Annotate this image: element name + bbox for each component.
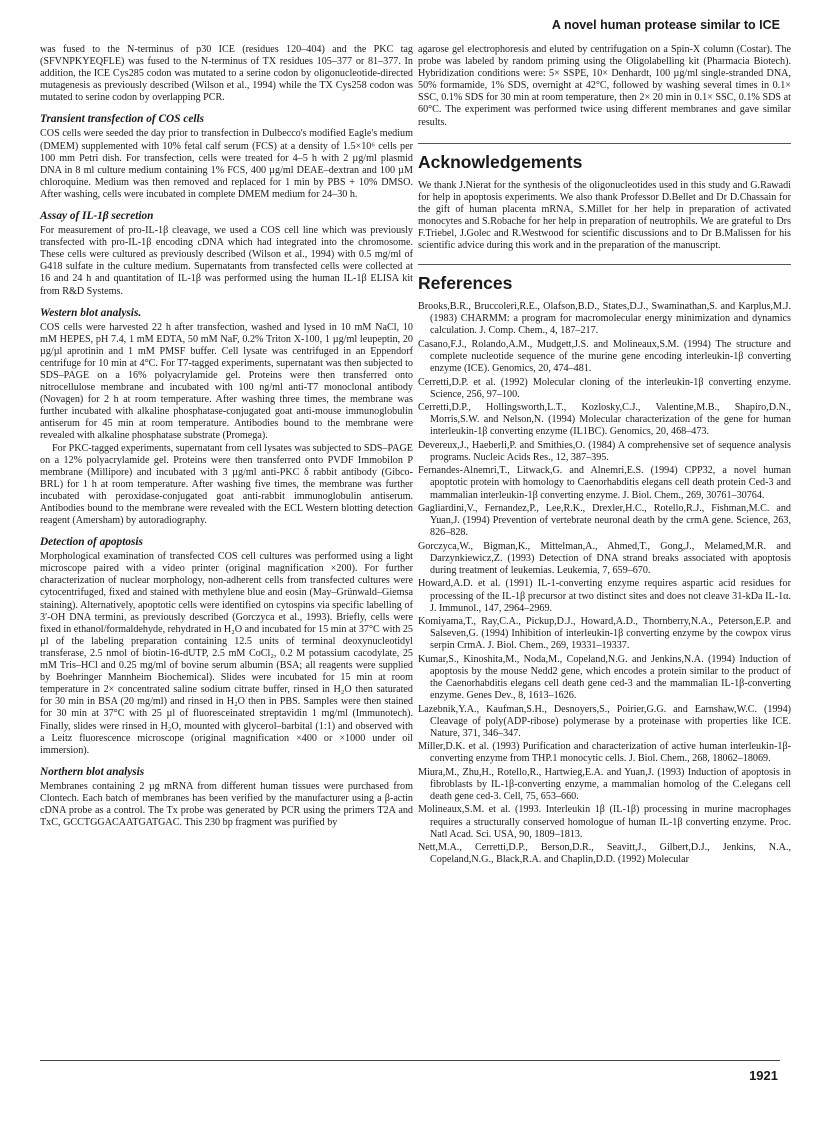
reference-entry: Brooks,B.R., Bruccoleri,R.E., Olafson,B.D., States,D.J., Swaminathan,S. and Karplus,M.J. (1983) CHARMM: a program for macromolecular energy minimization and dynamics calculation. J. Comp. Chem., 4, 187–217. — [418, 301, 791, 337]
section-heading-assay: Assay of IL-1β secretion — [40, 210, 154, 223]
reference-entry: Molineaux,S.M. et al. (1993. Interleukin 1β (IL-1β) processing in murine macrophages requires a structurally conserved homologue of human IL-1β converting enzyme. Proc. Natl Acad. Sci. USA, 90, 1809–1813. — [418, 804, 791, 840]
western-paragraph-1: COS cells were harvested 22 h after transfection, washed and lysed in 10 mM NaCl, 10 mM HEPES, pH 7.4, 1 mM EDTA, 50 mM NaF, 0.2% Triton X-100, 1 µg/ml leupeptin, 20 µg/µl aprotinin and 1 mM PMSF buffer. Cell lysate was centrifuged in an Eppendorf centrifuge for 10 min at 4°C. For T7-tagged experiments, supernatant was then subjected to SDS–PAGE on a 16% polyacrylamide gel. Proteins were then transferred onto nitrocellulose membrane and incubated with 100 ng/ml anti-T7 monoclonal antibody (Novagen) for 2 h at room temperature. After washing three times, the membrane was further incubated with alkaline phosphatase-conjugated goat anti-mouse immunoglobulin antiserum for 45 min at room temperature. Antibodies bound to the membrane were revealed with alkaline phosphatase substrate (Promega). — [40, 321, 413, 442]
references-heading: References — [418, 264, 791, 293]
reference-entry: Komiyama,T., Ray,C.A., Pickup,D.J., Howard,A.D., Thornberry,N.A., Peterson,E.P. and Salseven,G. (1994) Inhibition of interleukin-1β converting enzyme by the cowpox virus serpin CrmA. J. Biol. Chem., 269, 19331–19337. — [418, 616, 791, 652]
transfection-paragraph: COS cells were seeded the day prior to transfection in Dulbecco's modified Eagle's medium (DMEM) supplemented with 10% fetal calf serum (FCS) at a density of 1.5×10⁶ cells per 100 mm Petri dish. For transfection, cells were treated for 4–5 h with 2 µg/ml plasmid DNA in 8 ml culture medium containing 1% FCS, 400 µg/ml DEAE–dextran and 100 µM chloroquine. Medium was then removed and replaced for 1 min by PBS + 10% DMSO. After washing, cells were incubated in complete DMEM medium for 24–30 h. — [40, 128, 413, 200]
assay-paragraph: For measurement of pro-IL-1β cleavage, we used a COS cell line which was previously transfected with pro-IL-1β encoding cDNA which had integrated into the chromosome. These cells were cultured as previously described (Wilson et al., 1994) with 0.5 mg/ml of G418 sulfate in the culture medium. Supernatants from transfected cells were collected at 16 and 24 h and quantitation of IL-1β was performed using the human IL-1β ELISA kit from R&D Systems. — [40, 225, 413, 297]
reference-entry: Fernandes-Alnemri,T., Litwack,G. and Alnemri,E.S. (1994) CPP32, a novel human apoptotic protein with homology to Caenorhabditis elegans cell death protein Ced-3 and mammalian interleukin-1β converting enzyme. J. Biol. Chem., 269, 30761–30764. — [418, 465, 791, 501]
reference-entry: Cerretti,D.P., Hollingsworth,L.T., Kozlosky,C.J., Valentine,M.B., Shapiro,D.N., Morris,S.W. and Nelson,N. (1994) Molecular characterization of the gene for human interleukin-1β converting enzyme (IL1BC). Genomics, 20, 468–473. — [418, 402, 791, 438]
acknowledgements-heading: Acknowledgements — [418, 143, 791, 172]
reference-entry: Nett,M.A., Cerretti,D.P., Berson,D.R., Seavitt,J., Gilbert,D.J., Jenkins, N.A., Copeland,N.G., Black,R.A. and Chaplin,D.D. (1992) Molecular — [418, 842, 791, 866]
footer-rule — [40, 1060, 780, 1061]
reference-entry: Miura,M., Zhu,H., Rotello,R., Hartwieg,E.A. and Yuan,J. (1993) Induction of apoptosis in fibroblasts by IL-1β-converting enzyme, a mammalian homolog of the C.elegans cell death gene ced-3. Cell, 75, 653–660. — [418, 766, 791, 802]
reference-entry: Gorczyca,W., Bigman,K., Mittelman,A., Ahmed,T., Gong,J., Melamed,M.R. and Darzynkiewicz,Z. (1993) Detection of DNA strand breaks associated with apoptosis during treatment of leukemias. Leukemia, 7, 659–670. — [418, 540, 791, 576]
page-number: 1921 — [749, 1068, 778, 1083]
reference-entry: Gagliardini,V., Fernandez,P., Lee,R.K., Drexler,H.C., Rotello,R.J., Fishman,M.C. and Yuan,J. (1994) Prevention of vertebrate neuronal death by the crmA gene. Science, 263, 826–828. — [418, 503, 791, 539]
methods-intro-paragraph: was fused to the N-terminus of p30 ICE (residues 120–404) and the PKC tag (SFVNPKYEQFLE) was fused to the N-terminus of TX residues 105–377 or 81–377. In addition, the ICE Cys285 codon was mutated to a serine codon by oligonucleotide-directed mutagenesis as previously described (Wilson et al., 1994) while the TX Cys258 codon was mutated to serine codon by overlapping PCR. — [40, 44, 413, 104]
left-column — [40, 44, 413, 829]
reference-entry: Kumar,S., Kinoshita,M., Noda,M., Copeland,N.G. and Jenkins,N.A. (1994) Induction of apoptosis by the mouse Nedd2 gene, which encodes a protein similar to the product of the Caenorhabditis elegans cell death gene ced-3 and the mammalian IL-1β-converting enzyme. Genes Dev., 8, 1613–1626. — [418, 653, 791, 702]
acknowledgements-paragraph: We thank J.Nierat for the synthesis of the oligonucleotides used in this study and G.Rawadi for help in apoptosis experiments. We also thank Professor D.Bellet and Dr D.Chassain for the gift of human placenta mRNA, S.Millet for her help in preparation of activated monocytes and S.Robache for her help in preparation of neutrophils. We are grateful to Drs F.Triebel, J.Golec and R.Westwood for scientific discussions and to Dr B.Malissen for his scientific advice during this work and in the preparation of the manuscript. — [418, 179, 791, 252]
reference-entry: Devereux,J., Haeberli,P. and Smithies,O. (1984) A comprehensive set of sequence analysis programs. Nucleic Acids Res., 12, 387–395. — [418, 439, 791, 463]
western-paragraph-2: For PKC-tagged experiments, supernatant from cell lysates was subjected to SDS–PAGE on a 12% polyacrylamide gel. Proteins were then transferred onto PVDF Immobilon P membrane (Millipore) and incubated with 3 µg/ml anti-PKC δ rabbit antibody (Gibco-BRL) for 1 h at room temperature. After washing five times, the membrane was further incubated with peroxidase-conjugated goat anti-rabbit immunoglobulin antiserum. Antibodies bound to the membrane were revealed with the ECL Western blotting detection reagent (Amersham) by autoradiography. — [40, 442, 413, 527]
right-column — [418, 44, 791, 868]
reference-entry: Cerretti,D.P. et al. (1992) Molecular cloning of the interleukin-1β converting enzyme. Science, 256, 97–100. — [418, 376, 791, 400]
section-heading-apoptosis: Detection of apoptosis — [40, 536, 143, 549]
reference-entry: Miller,D.K. et al. (1993) Purification and characterization of active human interleukin-1β-converting enzyme from THP.1 monocytic cells. J. Biol. Chem., 268, 18062–18069. — [418, 741, 791, 765]
section-heading-western: Western blot analysis. — [40, 306, 142, 319]
section-heading-transfection: Transient transfection of COS cells — [40, 113, 205, 126]
reference-entry: Casano,F.J., Rolando,A.M., Mudgett,J.S. and Molineaux,S.M. (1994) The structure and complete nucleotide sequence of the murine gene encoding interleukin-1β converting enzyme (ICE). Genomics, 20, 474–481. — [418, 338, 791, 375]
reference-entry: Lazebnik,Y.A., Kaufman,S.H., Desnoyers,S., Poirier,G.G. and Earnshaw,W.C. (1994) Cleavage of poly(ADP-ribose) polymerase by a proteinase with properties like ICE. Nature, 371, 346–347. — [418, 703, 791, 739]
running-head: A novel human protease similar to ICE — [551, 18, 780, 32]
apoptosis-paragraph: Morphological examination of transfected COS cell cultures was performed using a light microscope paired with a video printer (original magnification ×200). For further characterization of nuclear morphology, non-adherent cells from transfected cultures were cytocentrifuged, fixed and stained with methylene blue and eosin (May–Grünwald–Giemsa staining). Alternatively, apoptotic cells were identified on cytospins via specific labelling of 3′-OH DNA termini, as previously described (Gorczyca et al., 1993). Briefly, cells were fixed in ethanol/formaldehyde, rehydrated in H₂O and incubated for 15 min at 37°C with 25 µl of the labeling preparation containing 12.5 units of terminal deoxynucleotidyl transferase, 2.5 nmol of biotin-16-dUTP, 2.5 mM CoCl₂, 0.2 M potassium cacodylate, 25 mM Tris–HCl and 0.25 mg/ml of bovine serum albumin (BSA; all reagents were supplied by Boehringer Mannheim Biochemical). Slides were incubated for 15 min at room temperature in 2× concentrated saline sodium citrate buffer, rinsed in H₂O then saturated for 30 min in BSA (20 mg/ml) and rinsed in H₂O then in PBS. Samples were then stained for 30 min at 37°C with 25 µl of fluoresceinated streptavidin 1 mg/ml (Immunotech). Finally, slides were rinsed in H₂O, mounted with glycerol–barbital (1:1) and observed with a Leitz fluorescence microscope (original magnification ×400 or ×1000 under oil immersion). — [40, 551, 413, 756]
section-heading-northern: Northern blot analysis — [40, 765, 145, 778]
northern-continued-paragraph: agarose gel electrophoresis and eluted by centrifugation on a Spin-X column (Costar). The probe was labeled by random priming using the Oligolabelling kit (Pharmacia Biotech). Hybridization conditions were: 5× SSPE, 10× Denhardt, 100 µg/ml single-stranded DNA, 50% formamide, 1% SDS, overnight at 42°C, followed by washing several times in 0.1× SSC, 0.1% SDS for 30 min at room temperature, then 2× 20 min in 0.1× SSC, 0.1% SDS at 60°C. The experiment was performed twice using different membranes and gave similar results. — [418, 44, 791, 128]
reference-entry: Howard,A.D. et al. (1991) IL-1-converting enzyme requires aspartic acid residues for processing of the IL-1β precursor at two distinct sites and does not cleave 31-kDa IL-1α. J. Immunol., 147, 2964–2969. — [418, 578, 791, 614]
reference-list — [418, 301, 791, 866]
northern-paragraph: Membranes containing 2 µg mRNA from different human tissues were purchased from Clontech. Each batch of membranes has been verified by the manufacturer using a β-actin cDNA probe as a control. The Tx probe was generated by PCR using the primers T2A and TxC, GCCTGGACAATGATGAC. This 230 bp fragment was purified by — [40, 780, 413, 829]
